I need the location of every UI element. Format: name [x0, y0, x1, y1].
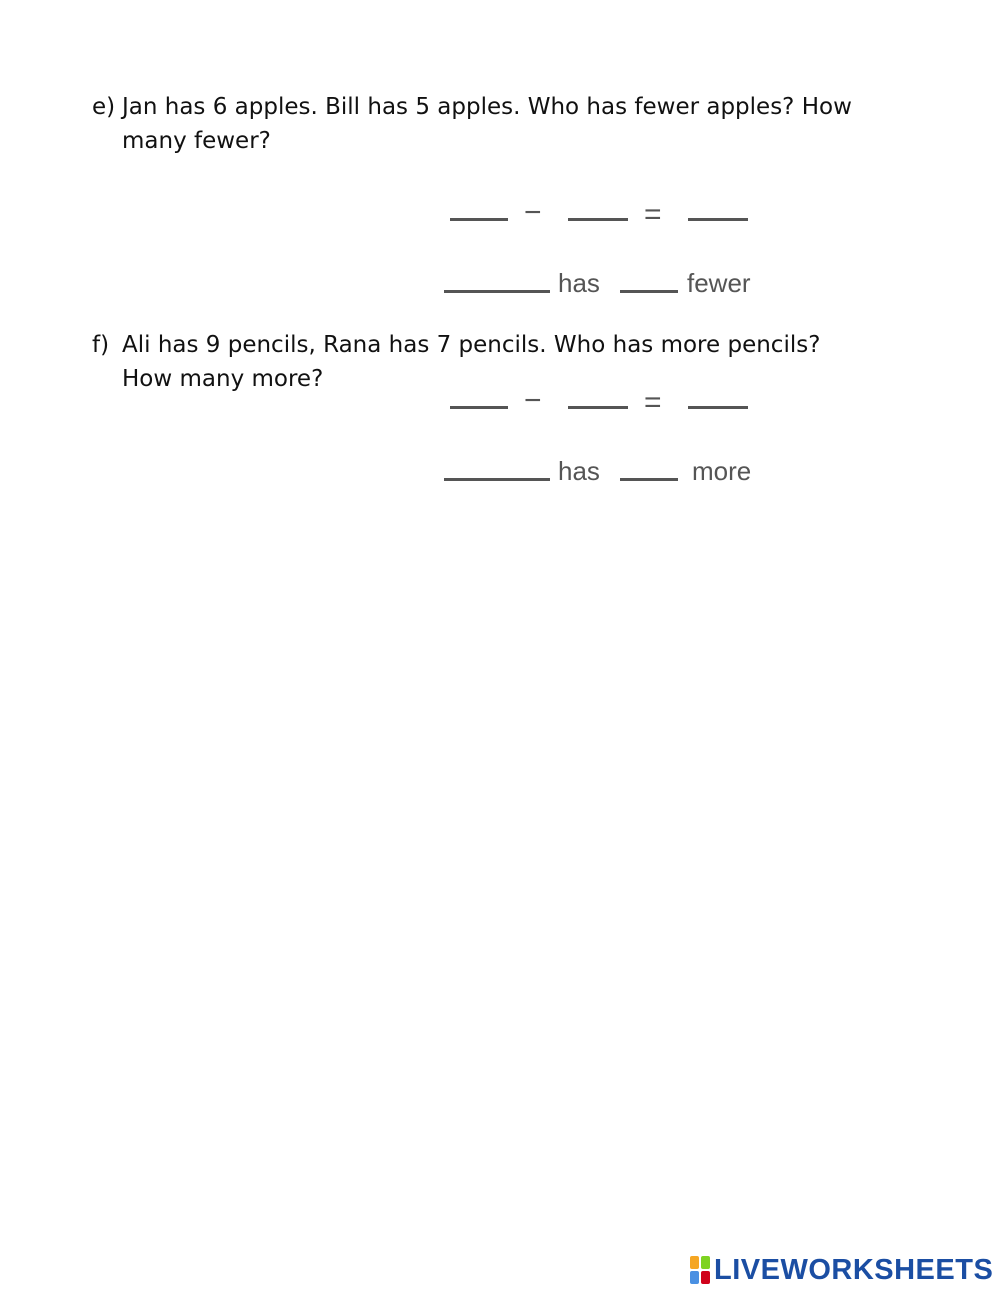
answer-area-f [436, 380, 816, 490]
logo-mark-icon [690, 1256, 710, 1284]
logo-square-2 [701, 1256, 710, 1269]
equation-row [436, 380, 766, 420]
name-blank[interactable] [444, 290, 550, 293]
answer-blank-3[interactable] [688, 218, 748, 221]
logo-text: LIVEWORKSHEETS [714, 1253, 994, 1286]
liveworksheets-logo [690, 1253, 993, 1287]
answer-blank-3[interactable] [688, 406, 748, 409]
question-text: Jan has 6 apples. Bill has 5 apples. Who has fewer apples? How many fewer? [122, 94, 852, 154]
minus-sign: − [524, 196, 542, 229]
sentence-row [436, 456, 766, 496]
minus-sign: − [524, 384, 542, 417]
logo-square-3 [690, 1271, 699, 1284]
difference-blank[interactable] [620, 290, 678, 293]
has-word: has [558, 268, 600, 298]
more-word: more [692, 456, 752, 486]
answer-blank-1[interactable] [450, 406, 508, 409]
equals-sign: = [644, 198, 662, 231]
equals-sign: = [644, 386, 662, 419]
question-text: Ali has 9 pencils, Rana has 7 pencils. Who has more pencils? How many more? [122, 332, 821, 392]
answer-blank-1[interactable] [450, 218, 508, 221]
question-letter: e) [92, 94, 116, 120]
name-blank[interactable] [444, 478, 550, 481]
logo-square-4 [701, 1271, 710, 1284]
sentence-row [436, 266, 766, 306]
answer-area-e [436, 180, 816, 300]
answer-blank-2[interactable] [568, 406, 628, 409]
has-word: has [558, 456, 600, 486]
question-letter: f) [92, 332, 110, 358]
difference-blank[interactable] [620, 478, 678, 481]
equation-row [436, 190, 766, 230]
fewer-word: fewer [687, 268, 751, 298]
question-e [92, 90, 852, 158]
logo-square-1 [690, 1256, 699, 1269]
answer-blank-2[interactable] [568, 218, 628, 221]
